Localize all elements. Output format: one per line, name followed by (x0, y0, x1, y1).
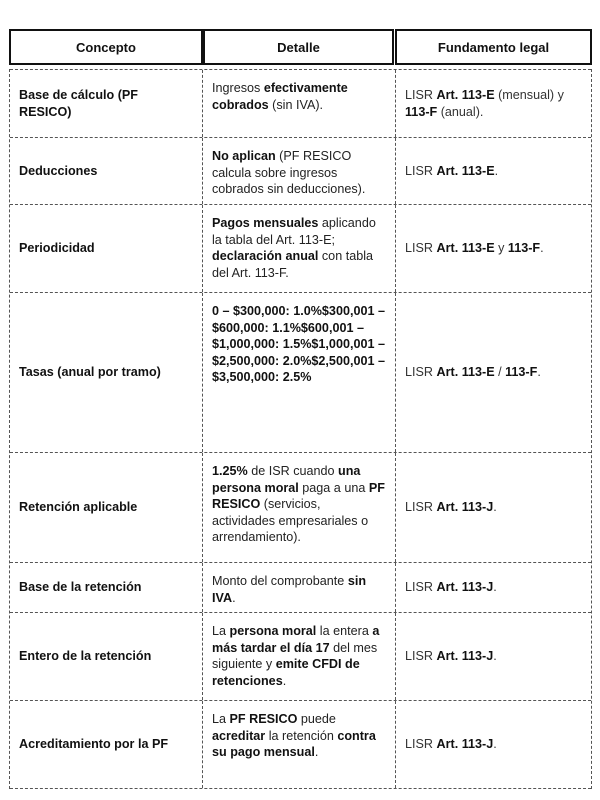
text-run: / (494, 365, 506, 380)
fundamento-cell (396, 205, 591, 292)
bold-text: 113-F (405, 104, 438, 119)
cell-text (405, 736, 497, 753)
cell-text (212, 80, 386, 113)
bold-text: contra su pago mensual (212, 728, 376, 759)
text-run: la entera (316, 624, 373, 638)
bold-text: una persona moral (212, 464, 361, 495)
cell-text (212, 623, 386, 689)
bold-text: declaración anual (212, 249, 319, 263)
table-row (10, 701, 591, 789)
bold-text: efectivamente cobrados (212, 81, 348, 112)
bold-text: PF RESICO (229, 712, 298, 726)
bold-text: Pagos mensuales (212, 216, 319, 230)
cell-text (405, 163, 498, 180)
table-row (10, 563, 591, 613)
text-run: (anual). (437, 104, 484, 119)
bold-text: acreditar (212, 728, 266, 743)
text-run: LISR (405, 737, 437, 752)
text-run: . (493, 737, 497, 752)
concepto-cell: Retención aplicable (10, 453, 203, 562)
cell-text (405, 579, 497, 596)
detalle-cell (203, 293, 396, 452)
text-run: del mes siguiente y (212, 640, 378, 671)
detalle-cell (203, 205, 396, 292)
header-fundamento: Fundamento legal (395, 29, 592, 65)
text-run: puede (297, 712, 336, 726)
text-run: . (493, 649, 497, 664)
table-row (10, 293, 591, 453)
text-run: . (537, 365, 541, 380)
bold-text: Art. 113-E (436, 241, 495, 256)
bold-text: No aplican (212, 149, 276, 163)
text-run: Ingresos (212, 81, 264, 95)
fundamento-cell (396, 293, 591, 452)
text-run: . (493, 500, 497, 515)
concepto-cell: Periodicidad (10, 205, 203, 292)
text-run: y (494, 241, 508, 256)
bold-text: Art. 113-J (436, 737, 494, 752)
table-row (10, 138, 591, 205)
bold-text: 0 – $300,000: 1.0%$300,001 – $600,000: 1.1%$600,001 – $1,000,000: 1.5%$1,000,001 – $2,500,000: 2.0%$2,500,001 – $3,500,000: 2.5% (212, 304, 385, 384)
text-run: de ISR cuando (247, 464, 339, 478)
text-run: . (540, 241, 544, 256)
cell-text (212, 463, 386, 546)
table-row (10, 205, 591, 293)
text-run: (sin IVA). (268, 97, 324, 112)
concepto-cell: Base de la retención (10, 563, 203, 612)
fundamento-cell (396, 563, 591, 612)
table-row (10, 453, 591, 563)
fundamento-cell (396, 453, 591, 562)
bold-text: Art. 113-E (436, 88, 495, 102)
text-run: (servicios, actividades empresariales o arrendamiento). (212, 497, 369, 544)
bold-text: emite CFDI de retenciones (212, 657, 360, 688)
fundamento-cell (396, 701, 591, 788)
text-run: . (494, 163, 499, 178)
cell-text (405, 499, 497, 516)
table-row (10, 69, 591, 138)
text-run: . (493, 580, 497, 595)
text-run: La (212, 712, 230, 726)
text-run: aplicando la tabla del Art. 113-E; (212, 216, 376, 247)
text-run: (mensual) y (494, 88, 564, 102)
bold-text: 113-F (505, 365, 538, 380)
detalle-cell (203, 453, 396, 562)
header-detalle: Detalle (203, 29, 394, 65)
bold-text: 113-F (507, 241, 541, 256)
text-run: LISR (405, 241, 437, 256)
bold-text: a más tardar el día 17 (212, 624, 380, 655)
detalle-cell (203, 563, 396, 612)
bold-text: PF RESICO (212, 480, 385, 511)
fundamento-cell (396, 613, 591, 700)
detalle-cell (203, 701, 396, 788)
text-run: Monto del comprobante (212, 574, 348, 588)
table-header (9, 29, 592, 67)
cell-text (212, 148, 386, 198)
cell-text (405, 240, 544, 257)
header-concepto: Concepto (9, 29, 203, 65)
detalle-cell (203, 613, 396, 700)
table-row (10, 613, 591, 701)
text-run: . (232, 590, 236, 605)
bold-text: Art. 113-E (436, 365, 495, 380)
text-run: paga a una (298, 480, 369, 495)
text-run: LISR (405, 163, 437, 178)
text-run: (PF RESICO calcula sobre ingresos cobrados sin deducciones). (212, 149, 366, 196)
fundamento-cell (396, 70, 591, 137)
cell-text (405, 87, 582, 120)
cell-text (212, 711, 386, 761)
concepto-cell: Acreditamiento por la PF (10, 701, 203, 788)
text-run: con tabla del Art. 113-F. (212, 249, 374, 280)
table-body (9, 69, 592, 789)
text-run: LISR (405, 500, 437, 515)
concepto-cell: Base de cálculo (PF RESICO) (10, 70, 203, 137)
text-run: LISR (405, 580, 437, 595)
bold-text: Art. 113-J (436, 580, 494, 595)
detalle-cell (203, 70, 396, 137)
concepto-cell: Tasas (anual por tramo) (10, 293, 203, 452)
text-run: La (212, 624, 230, 638)
bold-text: Art. 113-J (436, 649, 494, 664)
cell-text (405, 648, 497, 665)
legal-table (9, 29, 592, 789)
concepto-cell: Entero de la retención (10, 613, 203, 700)
text-run: . (282, 673, 287, 688)
bold-text: 1.25% (212, 464, 248, 478)
text-run: LISR (405, 649, 437, 664)
cell-text (212, 573, 386, 606)
text-run: la retención (265, 728, 338, 743)
fundamento-cell (396, 138, 591, 204)
cell-text (212, 215, 386, 281)
detalle-cell (203, 138, 396, 204)
bold-text: Art. 113-E (436, 163, 495, 178)
bold-text: persona moral (229, 624, 317, 638)
bold-text: Art. 113-J (436, 500, 494, 515)
cell-text (212, 303, 386, 386)
text-run: LISR (405, 88, 437, 102)
text-run: . (314, 745, 319, 759)
bold-text: sin IVA (212, 574, 367, 605)
text-run: LISR (405, 365, 437, 380)
cell-text (405, 364, 541, 381)
concepto-cell: Deducciones (10, 138, 203, 204)
